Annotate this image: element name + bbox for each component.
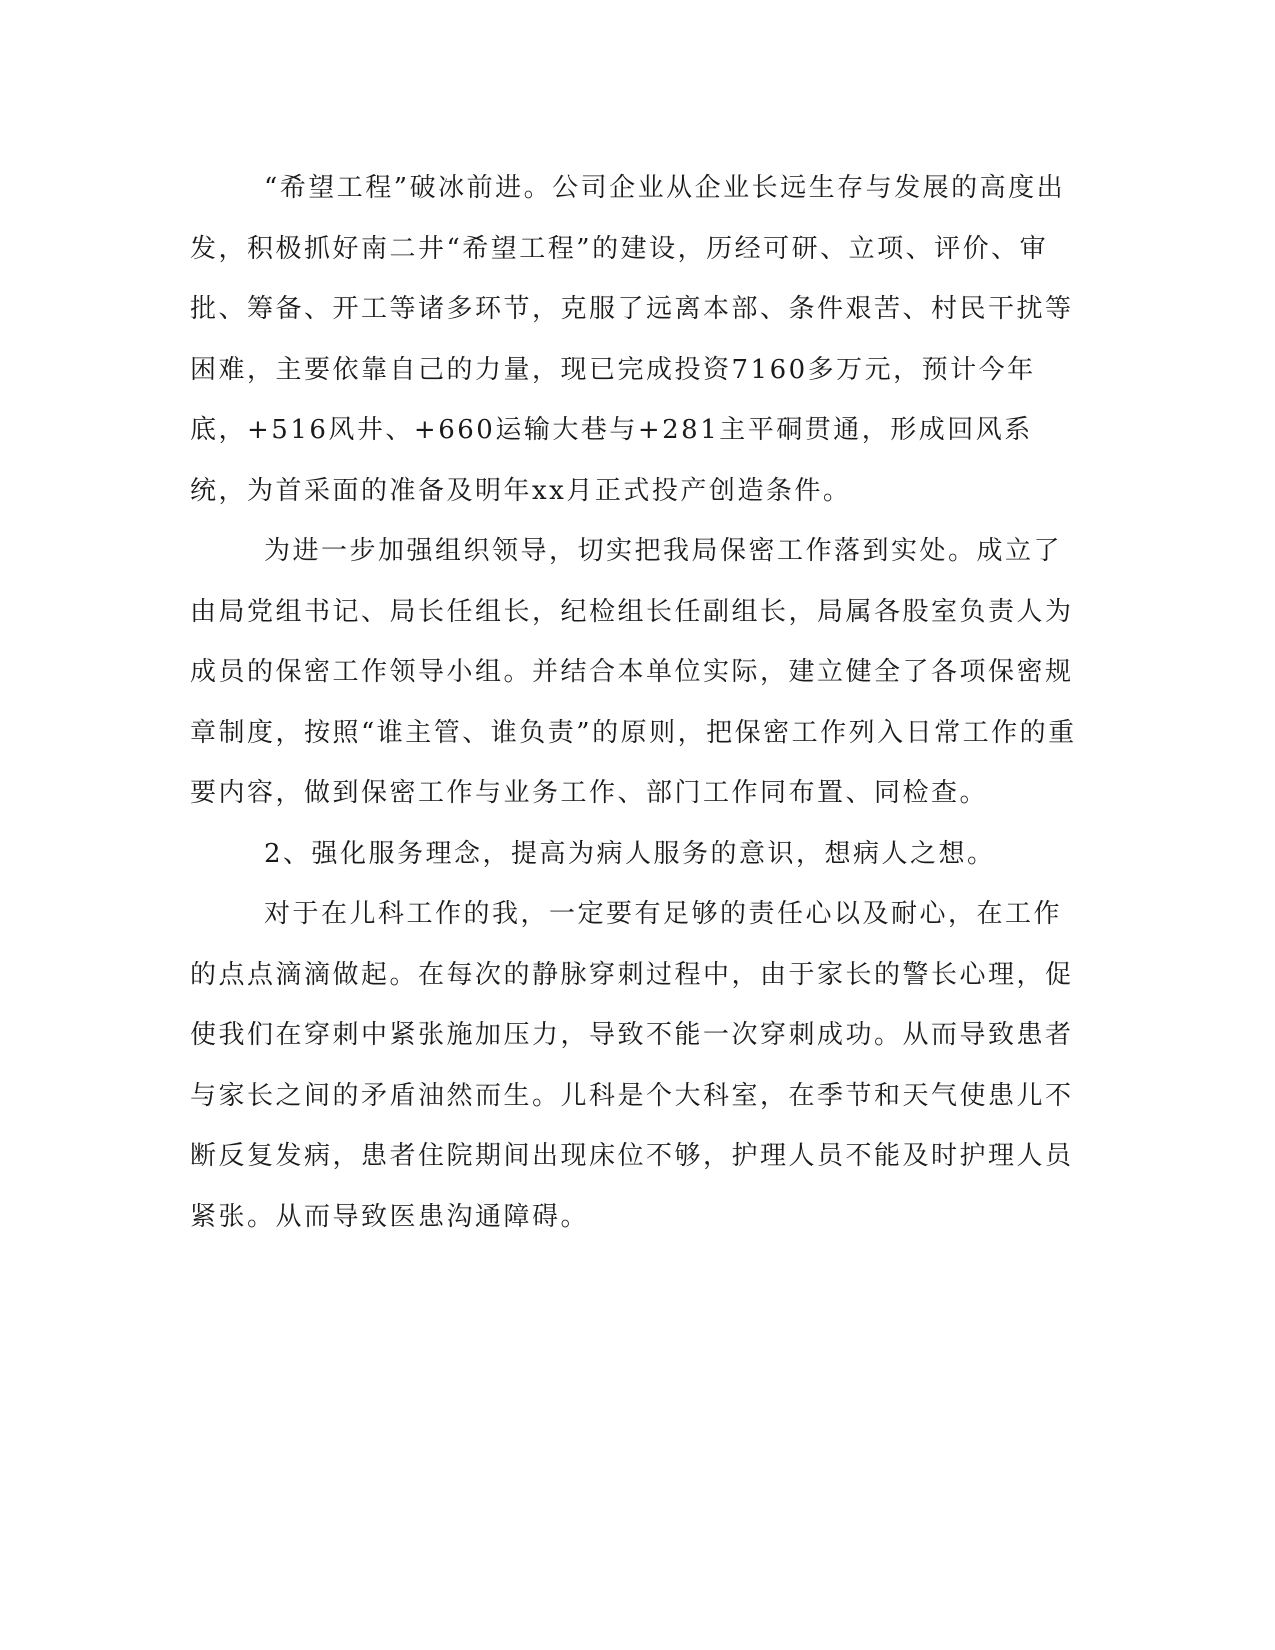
paragraph-confidentiality-work: 为进一步加强组织领导，切实把我局保密工作落到实处。成立了由局党组书记、局长任组长，纪检组长任副组长，局属各股室负责人为成员的保密工作领导小组。并结合本单位实际，建立健全了各项保密规章制度，按照“谁主管、谁负责”的原则，把保密工作列入日常工作的重要内容，做到保密工作与业务工作、部门工作同布置、同检查。 — [190, 536, 1077, 808]
paragraph-service-concept: 2、强化服务理念，提高为病人服务的意识，想病人之想。 — [264, 838, 996, 869]
paragraph-pediatrics-work: 对于在儿科工作的我，一定要有足够的责任心以及耐心，在工作的点点滴滴做起。在每次的静脉穿刺过程中，由于家长的警长心理，促使我们在穿刺中紧张施加压力，导致不能一次穿刺成功。从而导致患者与家长之间的矛盾油然而生。儿科是个大科室，在季节和天气使患儿不断反复发病，患者住院期间出现床位不够，护理人员不能及时护理人员紧张。从而导致医患沟通障碍。 — [190, 899, 1074, 1232]
document-body — [190, 158, 1084, 1247]
paragraph-hope-project: “希望工程”破冰前进。公司企业从企业长远生存与发展的高度出发，积极抓好南二井“希望工程”的建设，历经可研、立项、评价、审批、筹备、开工等诸多环节，克服了远离本部、条件艰苦、村民干扰等困难，主要依靠自己的力量，现已完成投资7160多万元，预计今年底，+516风井、+660运输大巷与+281主平硐贯通，形成回风系统，为首采面的准备及明年xx月正式投产创造条件。 — [190, 173, 1074, 506]
